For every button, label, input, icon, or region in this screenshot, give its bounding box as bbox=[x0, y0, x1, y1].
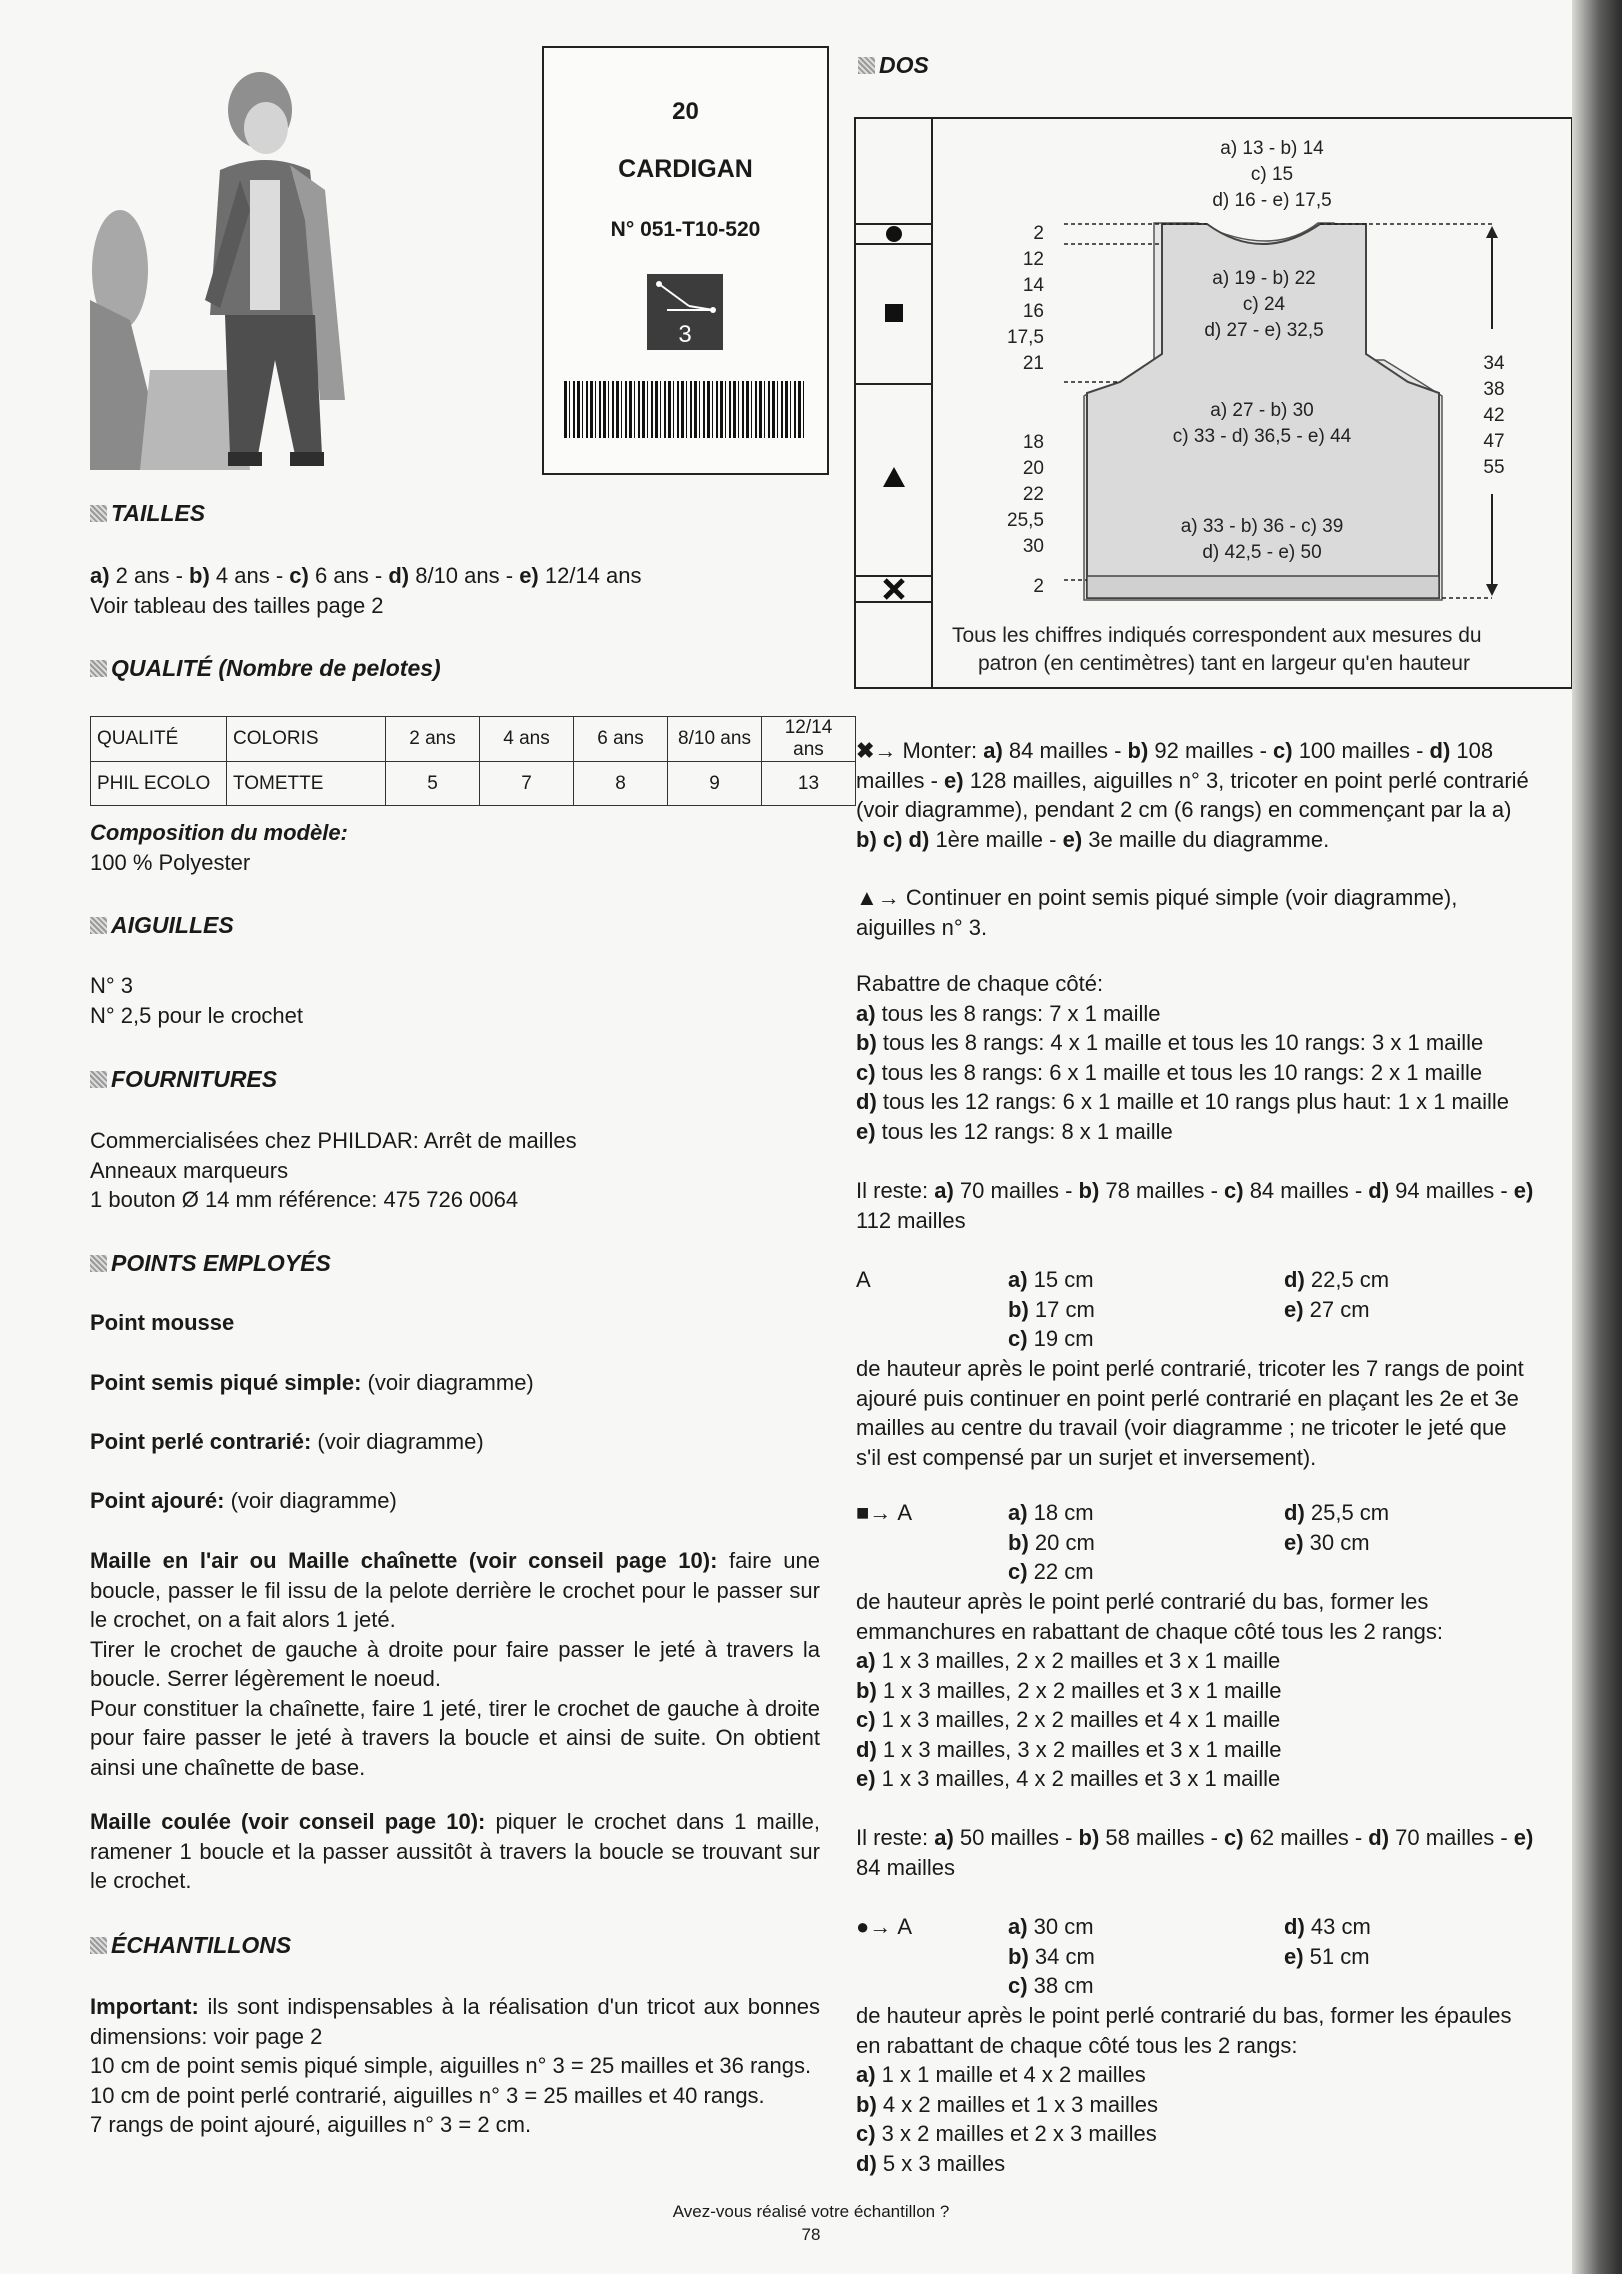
table-cell: PHIL ECOLO bbox=[91, 762, 227, 806]
left-hem-label: 2 bbox=[1033, 576, 1044, 597]
model-photo bbox=[90, 70, 350, 470]
table-cell: 7 bbox=[480, 762, 574, 806]
pattern-code: N° 051-T10-520 bbox=[610, 218, 761, 241]
point-perle: Point perlé contrarié: (voir diagramme) bbox=[90, 1429, 484, 1454]
left-height-label: 18 bbox=[1022, 432, 1044, 453]
dos-rabattre: Rabattre de chaque côté: a) tous les 8 rangs: 7 x 1 maille b) tous les 8 rangs: 4 x 1 maille et tous les 10 rangs: 3 x 1 maille c) tous les 8 rangs: 6 x 1 maille et tous les 10 rangs: 2 x 1 maille d) tous les 12 rangs: 6 x 1 maille et 10 rangs plus haut: 1 x 1 maille e) tous les 12 rangs: 8 x 1 maille bbox=[856, 971, 1509, 1144]
square-arrow-icon: ■→ bbox=[856, 1500, 898, 1525]
circle-symbol-icon bbox=[886, 226, 902, 242]
left-height-label: 12 bbox=[1022, 249, 1044, 270]
hatch-icon bbox=[90, 660, 107, 677]
hatch-icon bbox=[90, 1255, 107, 1272]
neck-width-line: c) 15 bbox=[1250, 164, 1294, 185]
yoke-width-line: d) 27 - e) 32,5 bbox=[1204, 320, 1324, 341]
supply-line: Commercialisées chez PHILDAR: Arrêt de mailles bbox=[90, 1128, 577, 1153]
bottom-width-line: d) 42,5 - e) 50 bbox=[1202, 542, 1322, 563]
table-cell: 8 bbox=[574, 762, 668, 806]
square-values-col1: a) 18 cm b) 20 cm c) 22 cm bbox=[1008, 1500, 1095, 1584]
square-values-col2: d) 25,5 cm e) 30 cm bbox=[1284, 1500, 1390, 1555]
yarn-quantity-table bbox=[90, 716, 856, 806]
neck-width-line: a) 13 - b) 14 bbox=[1220, 138, 1324, 159]
point-ajoure: Point ajouré: (voir diagramme) bbox=[90, 1488, 397, 1513]
left-height-label: 16 bbox=[1022, 301, 1044, 322]
section-qualite-heading: QUALITÉ (Nombre de pelotes) bbox=[90, 655, 441, 682]
yoke-width-line: a) 19 - b) 22 bbox=[1212, 268, 1316, 289]
table-header-cell: COLORIS bbox=[227, 717, 386, 762]
right-height-label: 34 bbox=[1483, 353, 1505, 374]
section-aiguilles-heading: AIGUILLES bbox=[90, 912, 234, 939]
supply-line: 1 bouton Ø 14 mm référence: 475 726 0064 bbox=[90, 1187, 519, 1212]
footer-question: Avez-vous réalisé votre échantillon ? bbox=[672, 2202, 950, 2221]
left-height-label: 20 bbox=[1022, 458, 1044, 479]
table-cell: TOMETTE bbox=[227, 762, 386, 806]
point-mousse: Point mousse bbox=[90, 1310, 235, 1335]
triangle-arrow-icon: ▲→ bbox=[856, 885, 906, 910]
dos-reste-2: Il reste: a) 50 mailles - b) 58 mailles - c) 62 mailles - d) 70 mailles - e) 84 mailles bbox=[856, 1825, 1534, 1880]
table-header-cell: 2 ans bbox=[386, 717, 480, 762]
mid-width-line: c) 33 - d) 36,5 - e) 44 bbox=[1172, 426, 1352, 447]
dos-schematic bbox=[852, 114, 1572, 690]
section-tailles-heading: TAILLES bbox=[90, 500, 205, 527]
dos-monter: ✖→ Monter: a) 84 mailles - b) 92 mailles - c) 100 mailles - d) 108 mailles - e) 128 mailles, aiguilles n° 3, tricoter en point perlé contrarié (voir diagramme), pendant 2 cm (6 rangs) en commençant par la a) b) c) d) 1ère maille - e) 3e maille du diagramme. bbox=[856, 738, 1529, 852]
yoke-width-line: c) 24 bbox=[1242, 294, 1286, 315]
bottom-width-line: a) 33 - b) 36 - c) 39 bbox=[1180, 516, 1344, 537]
crochet-size: N° 2,5 pour le crochet bbox=[90, 1002, 304, 1028]
circle-label: ●→ A bbox=[856, 1914, 913, 1939]
composition-title: Composition du modèle: bbox=[90, 820, 348, 845]
pattern-number: 20 bbox=[672, 98, 699, 125]
left-height-label: 22 bbox=[1022, 484, 1044, 505]
fournitures-text bbox=[90, 1126, 577, 1215]
diagram-caption: patron (en centimètres) tant en largeur qu'en hauteur bbox=[978, 652, 1470, 675]
table-header-cell: QUALITÉ bbox=[91, 717, 227, 762]
left-height-label: 30 bbox=[1022, 536, 1044, 557]
square-text: de hauteur après le point perlé contrarié du bas, former les emmanchures en rabattant de chaque côté tous les 2 rangs: a) 1 x 3 mailles, 2 x 2 mailles et 3 x 1 maille b) 1 x 3 mailles, 2 x 2 mailles et 3 x 1 maille c) 1 x 3 mailles, 2 x 2 mailles et 4 x 1 maille d) 1 x 3 mailles, 3 x 2 mailles et 3 x 1 maille e) 1 x 3 mailles, 4 x 2 mailles et 3 x 1 maille bbox=[856, 1589, 1444, 1791]
barcode bbox=[564, 381, 807, 438]
section-fournitures-heading: FOURNITURES bbox=[90, 1066, 277, 1093]
square-label: ■→ A bbox=[856, 1500, 913, 1525]
left-height-label: 21 bbox=[1022, 353, 1044, 374]
circle-values-col1: a) 30 cm b) 34 cm c) 38 cm bbox=[1008, 1914, 1095, 1998]
circle-arrow-icon: ●→ bbox=[856, 1914, 898, 1939]
circle-text: de hauteur après le point perlé contrarié du bas, former les épaules en rabattant de chaque côté tous les 2 rangs: a) 1 x 1 maille et 4 x 2 mailles b) 4 x 2 mailles et 1 x 3 mailles c) 3 x 2 mailles et 2 x 3 mailles d) 5 x 3 mailles bbox=[856, 2003, 1512, 2176]
left-height-label: 14 bbox=[1022, 275, 1044, 296]
needle-size: N° 3 bbox=[90, 973, 134, 998]
left-height-label: 2 bbox=[1033, 223, 1044, 244]
table-header-cell: 6 ans bbox=[574, 717, 668, 762]
hatch-icon bbox=[90, 917, 107, 934]
section-points-heading: POINTS EMPLOYÉS bbox=[90, 1250, 331, 1277]
echantillons-text: Important: ils sont indispensables à la réalisation d'un tricot aux bonnes dimensions: voir page 2 10 cm de point semis piqué simple, aiguilles n° 3 = 25 mailles et 36 rangs. 10 cm de point perlé contrarié, aiguilles n° 3 = 25 mailles et 40 rangs. 7 rangs de point ajouré, aiguilles n° 3 = 2 cm. bbox=[90, 1994, 820, 2137]
right-height-label: 47 bbox=[1483, 431, 1505, 452]
sizes-note: Voir tableau des tailles page 2 bbox=[90, 592, 384, 618]
difficulty-level: 3 bbox=[678, 321, 692, 348]
table-header-row bbox=[91, 717, 856, 762]
section-dos-heading: DOS bbox=[858, 52, 929, 79]
table-cell: 13 bbox=[762, 762, 856, 806]
supply-line: Anneaux marqueurs bbox=[90, 1157, 289, 1183]
right-height-label: 55 bbox=[1483, 457, 1505, 478]
composition-value: 100 % Polyester bbox=[90, 849, 251, 875]
table-header-cell: 8/10 ans bbox=[668, 717, 762, 762]
maille-air: Maille en l'air ou Maille chaînette (voir conseil page 10): faire une boucle, passer le fil issu de la pelote derrière le crochet pour le passer sur le crochet, on a fait alors 1 jeté. Tirer le crochet de gauche à droite pour faire passer le jeté à travers la boucle. Serrer légèrement le noeud. Pour constituer la chaînette, faire 1 jeté, tirer le crochet de gauche à droite pour faire passer le jeté à travers la boucle et ainsi de suite. On obtient ainsi une chaînette de base. bbox=[90, 1548, 820, 1780]
aiguilles-text bbox=[90, 971, 303, 1030]
right-height-label: 42 bbox=[1483, 405, 1505, 426]
composition bbox=[90, 818, 348, 877]
cross-arrow-icon: ✖→ bbox=[856, 738, 903, 763]
table-row bbox=[91, 762, 856, 806]
hatch-icon bbox=[90, 1937, 107, 1954]
hatch-icon bbox=[90, 1071, 107, 1088]
table-cell: 5 bbox=[386, 762, 480, 806]
point-semis: Point semis piqué simple: (voir diagramme) bbox=[90, 1370, 534, 1395]
sizes-line: a) 2 ans - b) 4 ans - c) 6 ans - d) 8/10 ans - e) 12/14 ans bbox=[90, 563, 642, 588]
page-binding-shadow bbox=[1572, 0, 1622, 2274]
table-header-cell: 12/14 ans bbox=[762, 717, 856, 762]
dos-reste-1: Il reste: a) 70 mailles - b) 78 mailles - c) 84 mailles - d) 94 mailles - e) 112 mailles bbox=[856, 1178, 1534, 1233]
a-text: de hauteur après le point perlé contrarié, tricoter les 7 rangs de point ajouré puis continuer en point perlé contrarié en plaçant les 2e et 3e mailles au centre du travail (voir diagramme ; ne tricoter le jeté que s'il est compensé par un surjet et inversement). bbox=[856, 1356, 1524, 1470]
right-height-label: 38 bbox=[1483, 379, 1505, 400]
a-values-col2: d) 22,5 cm e) 27 cm bbox=[1284, 1267, 1390, 1322]
diagram-caption: Tous les chiffres indiqués correspondent aux mesures du bbox=[952, 624, 1482, 647]
left-height-label: 17,5 bbox=[1007, 327, 1044, 348]
maille-coulee: Maille coulée (voir conseil page 10): piquer le crochet dans 1 maille, ramener 1 boucle et la passer aussitôt à travers la boucle se trouvant sur le crochet. bbox=[90, 1809, 820, 1893]
page-number: 78 bbox=[801, 2225, 821, 2244]
table-header-cell: 4 ans bbox=[480, 717, 574, 762]
cross-symbol-icon bbox=[885, 580, 903, 598]
left-height-label: 25,5 bbox=[1007, 510, 1044, 531]
neck-width-line: d) 16 - e) 17,5 bbox=[1212, 190, 1332, 211]
a-label: A bbox=[856, 1267, 871, 1292]
pattern-name: CARDIGAN bbox=[618, 155, 753, 183]
mid-width-line: a) 27 - b) 30 bbox=[1210, 400, 1314, 421]
dos-continuer: ▲→ Continuer en point semis piqué simple (voir diagramme), aiguilles n° 3. bbox=[856, 885, 1458, 940]
table-cell: 9 bbox=[668, 762, 762, 806]
difficulty-level-icon bbox=[647, 274, 723, 350]
tailles-sizes bbox=[90, 561, 642, 620]
a-values-col1: a) 15 cm b) 17 cm c) 19 cm bbox=[1008, 1267, 1095, 1351]
hatch-icon bbox=[90, 505, 107, 522]
square-symbol-icon bbox=[885, 304, 903, 322]
circle-values-col2: d) 43 cm e) 51 cm bbox=[1284, 1914, 1371, 1969]
triangle-symbol-icon bbox=[883, 467, 905, 487]
hatch-icon bbox=[858, 57, 875, 74]
pattern-reference-box bbox=[542, 46, 829, 475]
section-echantillons-heading: ÉCHANTILLONS bbox=[90, 1932, 291, 1959]
